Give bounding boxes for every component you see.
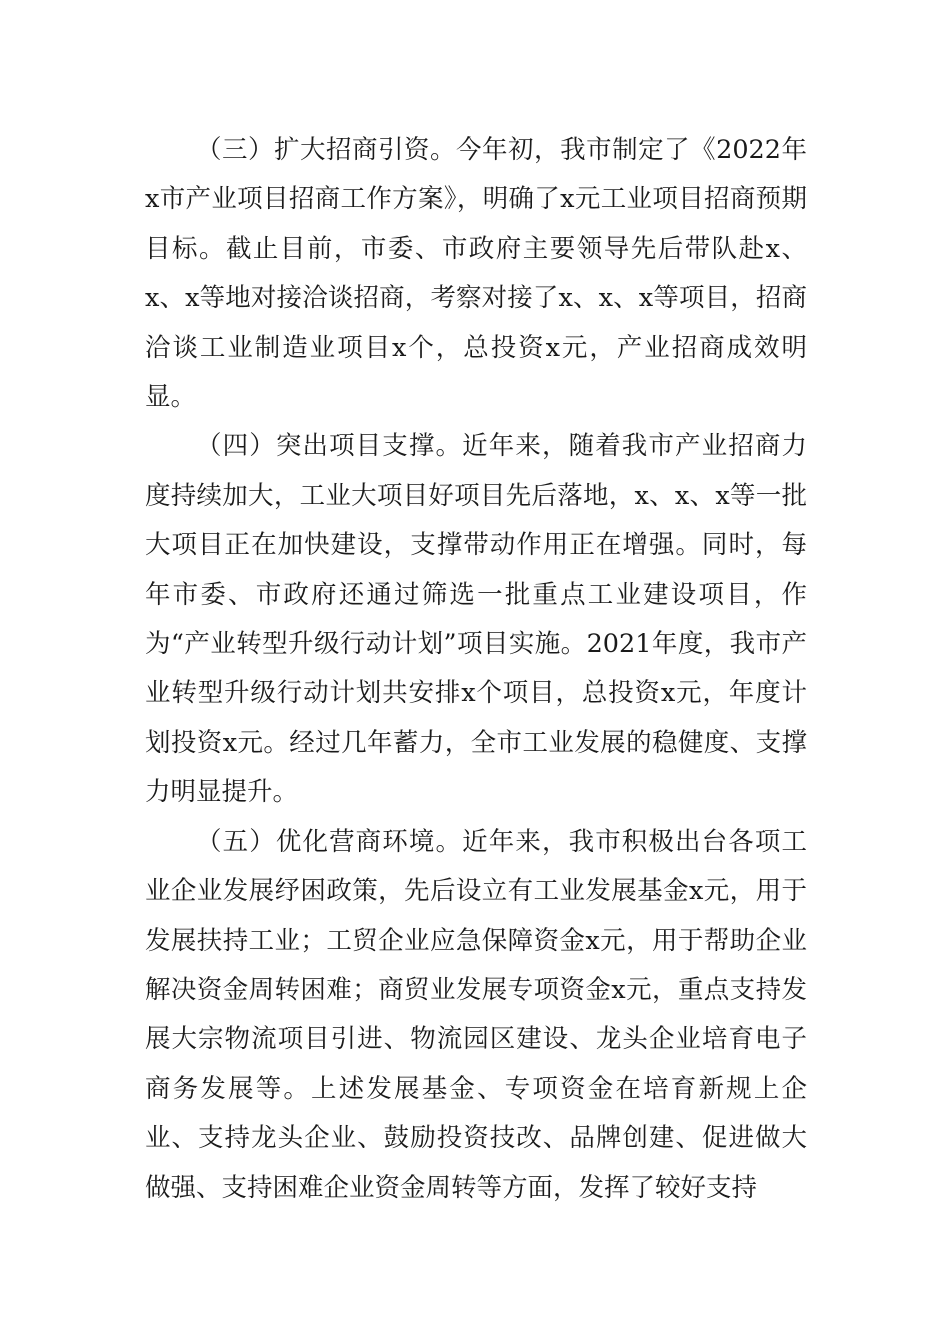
paragraph-business-environment: （五）优化营商环境。近年来，我市积极出台各项工业企业发展纾困政策，先后设立有工业发展基金x元，用于发展扶持工业；工贸企业应急保障资金x元，用于帮助企业解决资金周转困难；商贸业发展专项资金x元，重点支持发展大宗物流项目引进、物流园区建设、龙头企业培育电子商务发展等。上述发展基金、专项资金在培育新规上企业、支持龙头企业、鼓励投资技改、品牌创建、促进做大做强、支持困难企业资金周转等方面，发挥了较好支持 (145, 826, 807, 1203)
paragraph-project-support: （四）突出项目支撑。近年来，随着我市产业招商力度持续加大，工业大项目好项目先后落地，x、x、x等一批大项目正在加快建设，支撑带动作用正在增强。同时，每年市委、市政府还通过筛选一批重点工业建设项目，作为“产业转型升级行动计划”项目实施。2021年度，我市产业转型升级行动计划共安排x个项目，总投资x元，年度计划投资x元。经过几年蓄力，全市工业发展的稳健度、支撑力明显提升。 (145, 431, 807, 808)
document-body (145, 126, 807, 1213)
paragraph-investment-attraction: （三）扩大招商引资。今年初，我市制定了《2022年x市产业项目招商工作方案》，明确了x元工业项目招商预期目标。截止目前，市委、市政府主要领导先后带队赴x、x、x等地对接洽谈招商，考察对接了x、x、x等项目，招商洽谈工业制造业项目x个，总投资x元，产业招商成效明显。 (145, 135, 807, 413)
